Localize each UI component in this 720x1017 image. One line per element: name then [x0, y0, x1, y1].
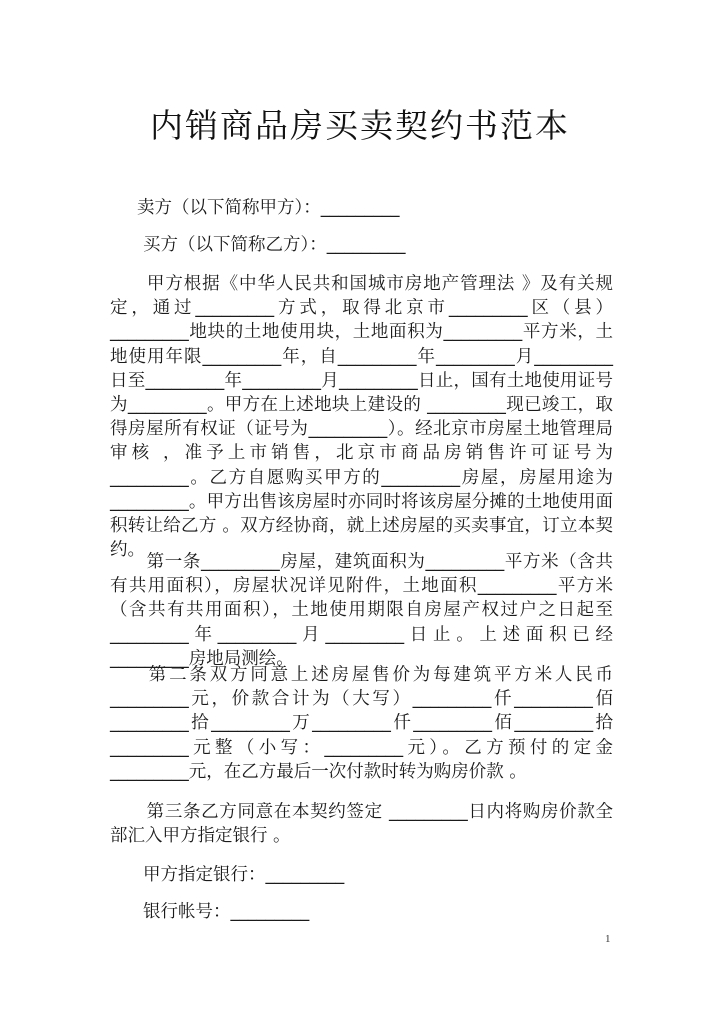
article-3-text: 第三条乙方同意在本契约签定 _________日内将购房价款全部汇入甲方指定银行 。: [110, 802, 613, 847]
article-3-paragraph: [110, 800, 613, 848]
article-2-paragraph: [110, 663, 613, 784]
seller-line: 卖方（以下简称甲方）：_________: [137, 198, 400, 218]
buyer-line: 买方（以下简称乙方）：_________: [143, 235, 406, 255]
bank-line: 甲方指定银行：_________: [143, 865, 345, 885]
preamble-text: 甲方根据《中华人民共和国城市房地产管理法 》及有关规定，通过_________方式，取得北京市_________区（县）_________地块的土地使用块，土地面积为_________平方米，土地使用年限_________年，自_________年_________月_________日至_________年_________月_________日止，国有土地使用证号为_________。甲方在上述地块上建设的 _________现已竣工，取得房屋所有权证（证号为_________）。经北京市房屋土地管理局审核 ，准予上市销售，北京市商品房销售许可证号为 _________。乙方自愿购买甲方的_________房屋，房屋用途为_________。甲方出售该房屋时亦同时将该房屋分摊的土地使用面积转让给乙方 。双方经协商，就上述房屋的买卖事宜，订立本契约。: [110, 274, 613, 561]
document-title: 内销商品房买卖契约书范本: [150, 106, 570, 145]
article-1-text: 第一条_________房屋，建筑面积为_________平方米（含共有共用面积），房屋状况详见附件，土地面积_________平方米（含共有共用面积），土地使用期限自房屋产权过户之日起至 _________年_________月_________日止。上述面积已经_________房地局测绘。: [110, 552, 613, 669]
article-2-text: 第二条双方同意上述房屋售价为每建筑平方米人民币 _________元，价款合计为（大写）_________仟_________佰_________拾_________万_________仟_________佰_________拾_________元整（小写：_________元）。乙方预付的定金 _________元，在乙方最后一次付款时转为购房价款 。: [110, 665, 613, 782]
preamble-paragraph: [110, 272, 613, 562]
account-line: 银行帐号：_________: [143, 902, 310, 922]
article-1-paragraph: [110, 550, 613, 671]
page-number: 1: [605, 933, 611, 945]
